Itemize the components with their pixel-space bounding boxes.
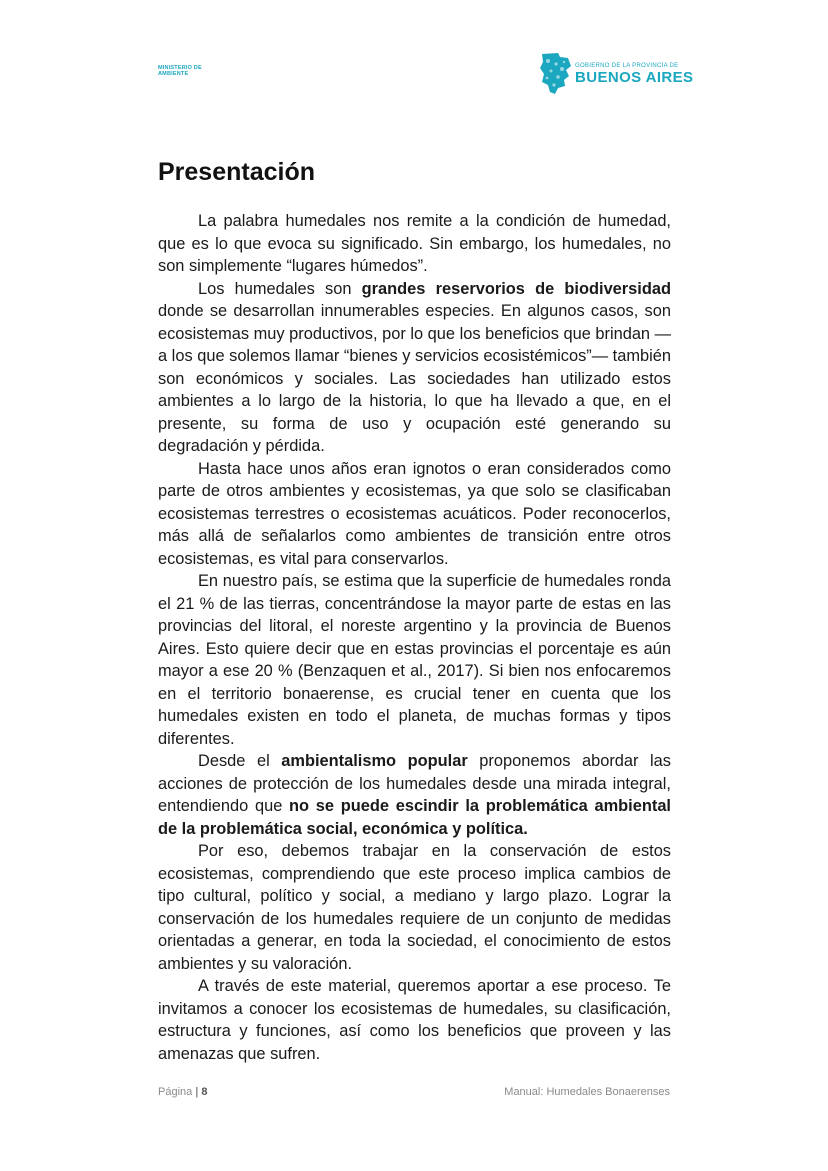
ministry-logo-line-1: MINISTERIO DE [158, 65, 202, 71]
gov-logo-subtitle: GOBIERNO DE LA PROVINCIA DE [575, 62, 679, 69]
bold-text: grandes reservorios de biodiversidad [361, 279, 671, 298]
text-run: proponemos abordar las acciones de protección de los humedales desde una mirada integral, entendiendo que [158, 752, 671, 815]
body-text [158, 210, 671, 1065]
page-title: Presentación [158, 158, 316, 186]
text-run: donde se desarrollan innumerables especies. En algunos casos, son ecosistemas muy productivos, por lo que los beneficios que brindan —a los que solemos llamar “bienes y servicios ecosistémicos”— también son económicos y sociales. Las sociedades han utilizado estos ambientes a lo largo de la historia, lo que ha llevado a que, en el presente, su forma de uso y ocupación esté generando su degradación y pérdida. [158, 302, 671, 455]
footer-page [158, 1086, 207, 1098]
text-run: La palabra humedales nos remite a la condición de humedad, que es lo que evoca su significado. Sin embargo, los humedales, no son simplemente “lugares húmedos”. [158, 212, 671, 275]
paragraph [158, 570, 671, 750]
paragraph [158, 210, 671, 278]
paragraph [158, 750, 671, 840]
government-logo [538, 52, 693, 96]
text-run: Hasta hace unos años eran ignotos o eran considerados como parte de otros ambientes y ecosistemas, ya que solo se clasificaban ecosistemas terrestres o ecosistemas acuáticos. Poder reconocerlos, más allá de señalarlos como ambientes de transición entre otros ecosistemas, es vital para conservarlos. [158, 459, 671, 568]
paragraph [158, 278, 671, 458]
bold-text: no se puede escindir la problemática ambiental de la problemática social, económica y política. [158, 797, 671, 838]
page-separator: | [195, 1086, 199, 1098]
text-run: Por eso, debemos trabajar en la conservación de estos ecosistemas, comprendiendo que este proceso implica cambios de tipo cultural, político y social, a mediano y largo plazo. Lograr la conservación de los humedales requiere de un conjunto de medidas orientadas a generar, en toda la sociedad, el conocimiento de estos ambientes y su valoración. [158, 842, 671, 973]
footer-manual-title: Manual: Humedales Bonaerenses [504, 1086, 670, 1098]
paragraph [158, 458, 671, 571]
gov-logo-title: BUENOS AIRES [575, 68, 694, 86]
paragraph [158, 840, 671, 975]
text-run: Desde el [198, 752, 282, 770]
text-run: Los humedales son [198, 279, 362, 298]
buenos-aires-map-icon [538, 52, 572, 96]
paragraph [158, 975, 671, 1065]
page-number: 8 [201, 1086, 208, 1098]
ministry-logo [158, 65, 202, 77]
text-run: En nuestro país, se estima que la superficie de humedales ronda el 21 % de las tierras, concentrándose la mayor parte de estas en las provincias del litoral, el noreste argentino y la provincia de Buenos Aires. Esto quiere decir que en estas provincias el porcentaje es aún mayor a ese 20 % (Benzaquen et al., 2017). Si bien nos enfocaremos en el territorio bonaerense, es crucial tener en cuenta que los humedales existen en todo el planeta, de muchas formas y tipos diferentes. [158, 572, 671, 748]
ministry-logo-line-2: AMBIENTE [158, 71, 189, 77]
text-run: A través de este material, queremos aportar a ese proceso. Te invitamos a conocer los ecosistemas de humedales, su clasificación, estructura y funciones, así como los beneficios que proveen y las amenazas que sufren. [158, 977, 671, 1063]
bold-text: ambientalismo popular [281, 752, 468, 770]
page-label: Página [158, 1086, 193, 1098]
